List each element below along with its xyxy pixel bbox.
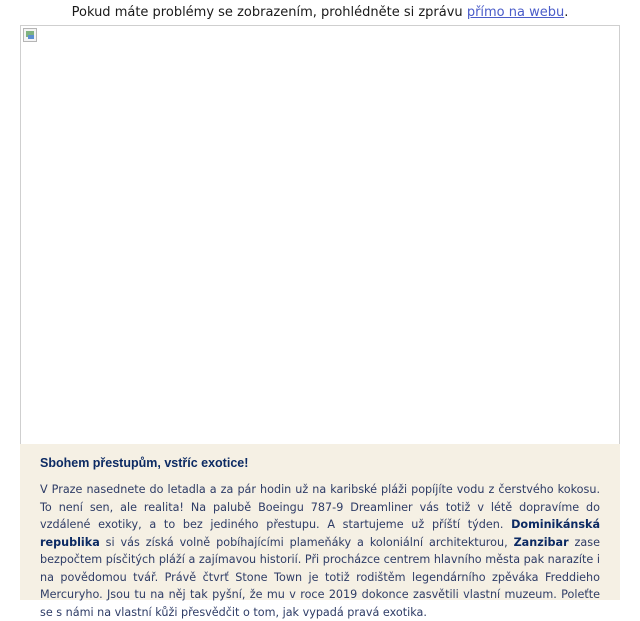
destination-dominican-republic: Dominikánská republika xyxy=(40,518,600,549)
article-panel xyxy=(20,444,620,619)
article-text-1: V Praze nasednete do letadla a za pár hodin už na karibské pláži popíjíte vodu z čerstvého kokosu. To není sen, ale realita! Na palubě Boeingu 787-9 Dreamliner vás totiž v létě dopravíme do vzdálené exotiky, a to bez jediného přestupu. A startujeme už příští týden. xyxy=(40,483,600,531)
preheader-period: . xyxy=(564,5,569,20)
preheader-text: Pokud máte problémy se zobrazením, prohlédněte si zprávu xyxy=(71,5,467,20)
article-headline: Sbohem přestupům, vstříc exotice! xyxy=(40,456,249,470)
broken-image-icon xyxy=(23,28,37,42)
article-body xyxy=(40,481,600,621)
hero-image-placeholder xyxy=(20,25,620,445)
article-text-3: zase bezpočtem písčitých pláží a zajímavou historií. Při procházce centrem hlavního města pak narazíte i na povědomou tvář. Právě čtvrť Stone Town je totiž rodištěm legendárního zpěváka Freddieho Mercuryho. Jsou tu na něj tak pyšní, že mu v roce 2019 dokonce zasvětili vlastní muzeum. Poleťte se s námi na vlastní kůži přesvědčit o tom, jak vypadá pravá exotika. xyxy=(40,535,600,619)
preheader xyxy=(0,4,640,22)
destination-zanzibar: Zanzibar xyxy=(513,535,569,549)
view-online-link[interactable]: přímo na webu xyxy=(466,5,565,20)
article-text-2: si vás získá volně pobíhajícími plameňáky a koloniální architekturou, xyxy=(99,535,514,549)
